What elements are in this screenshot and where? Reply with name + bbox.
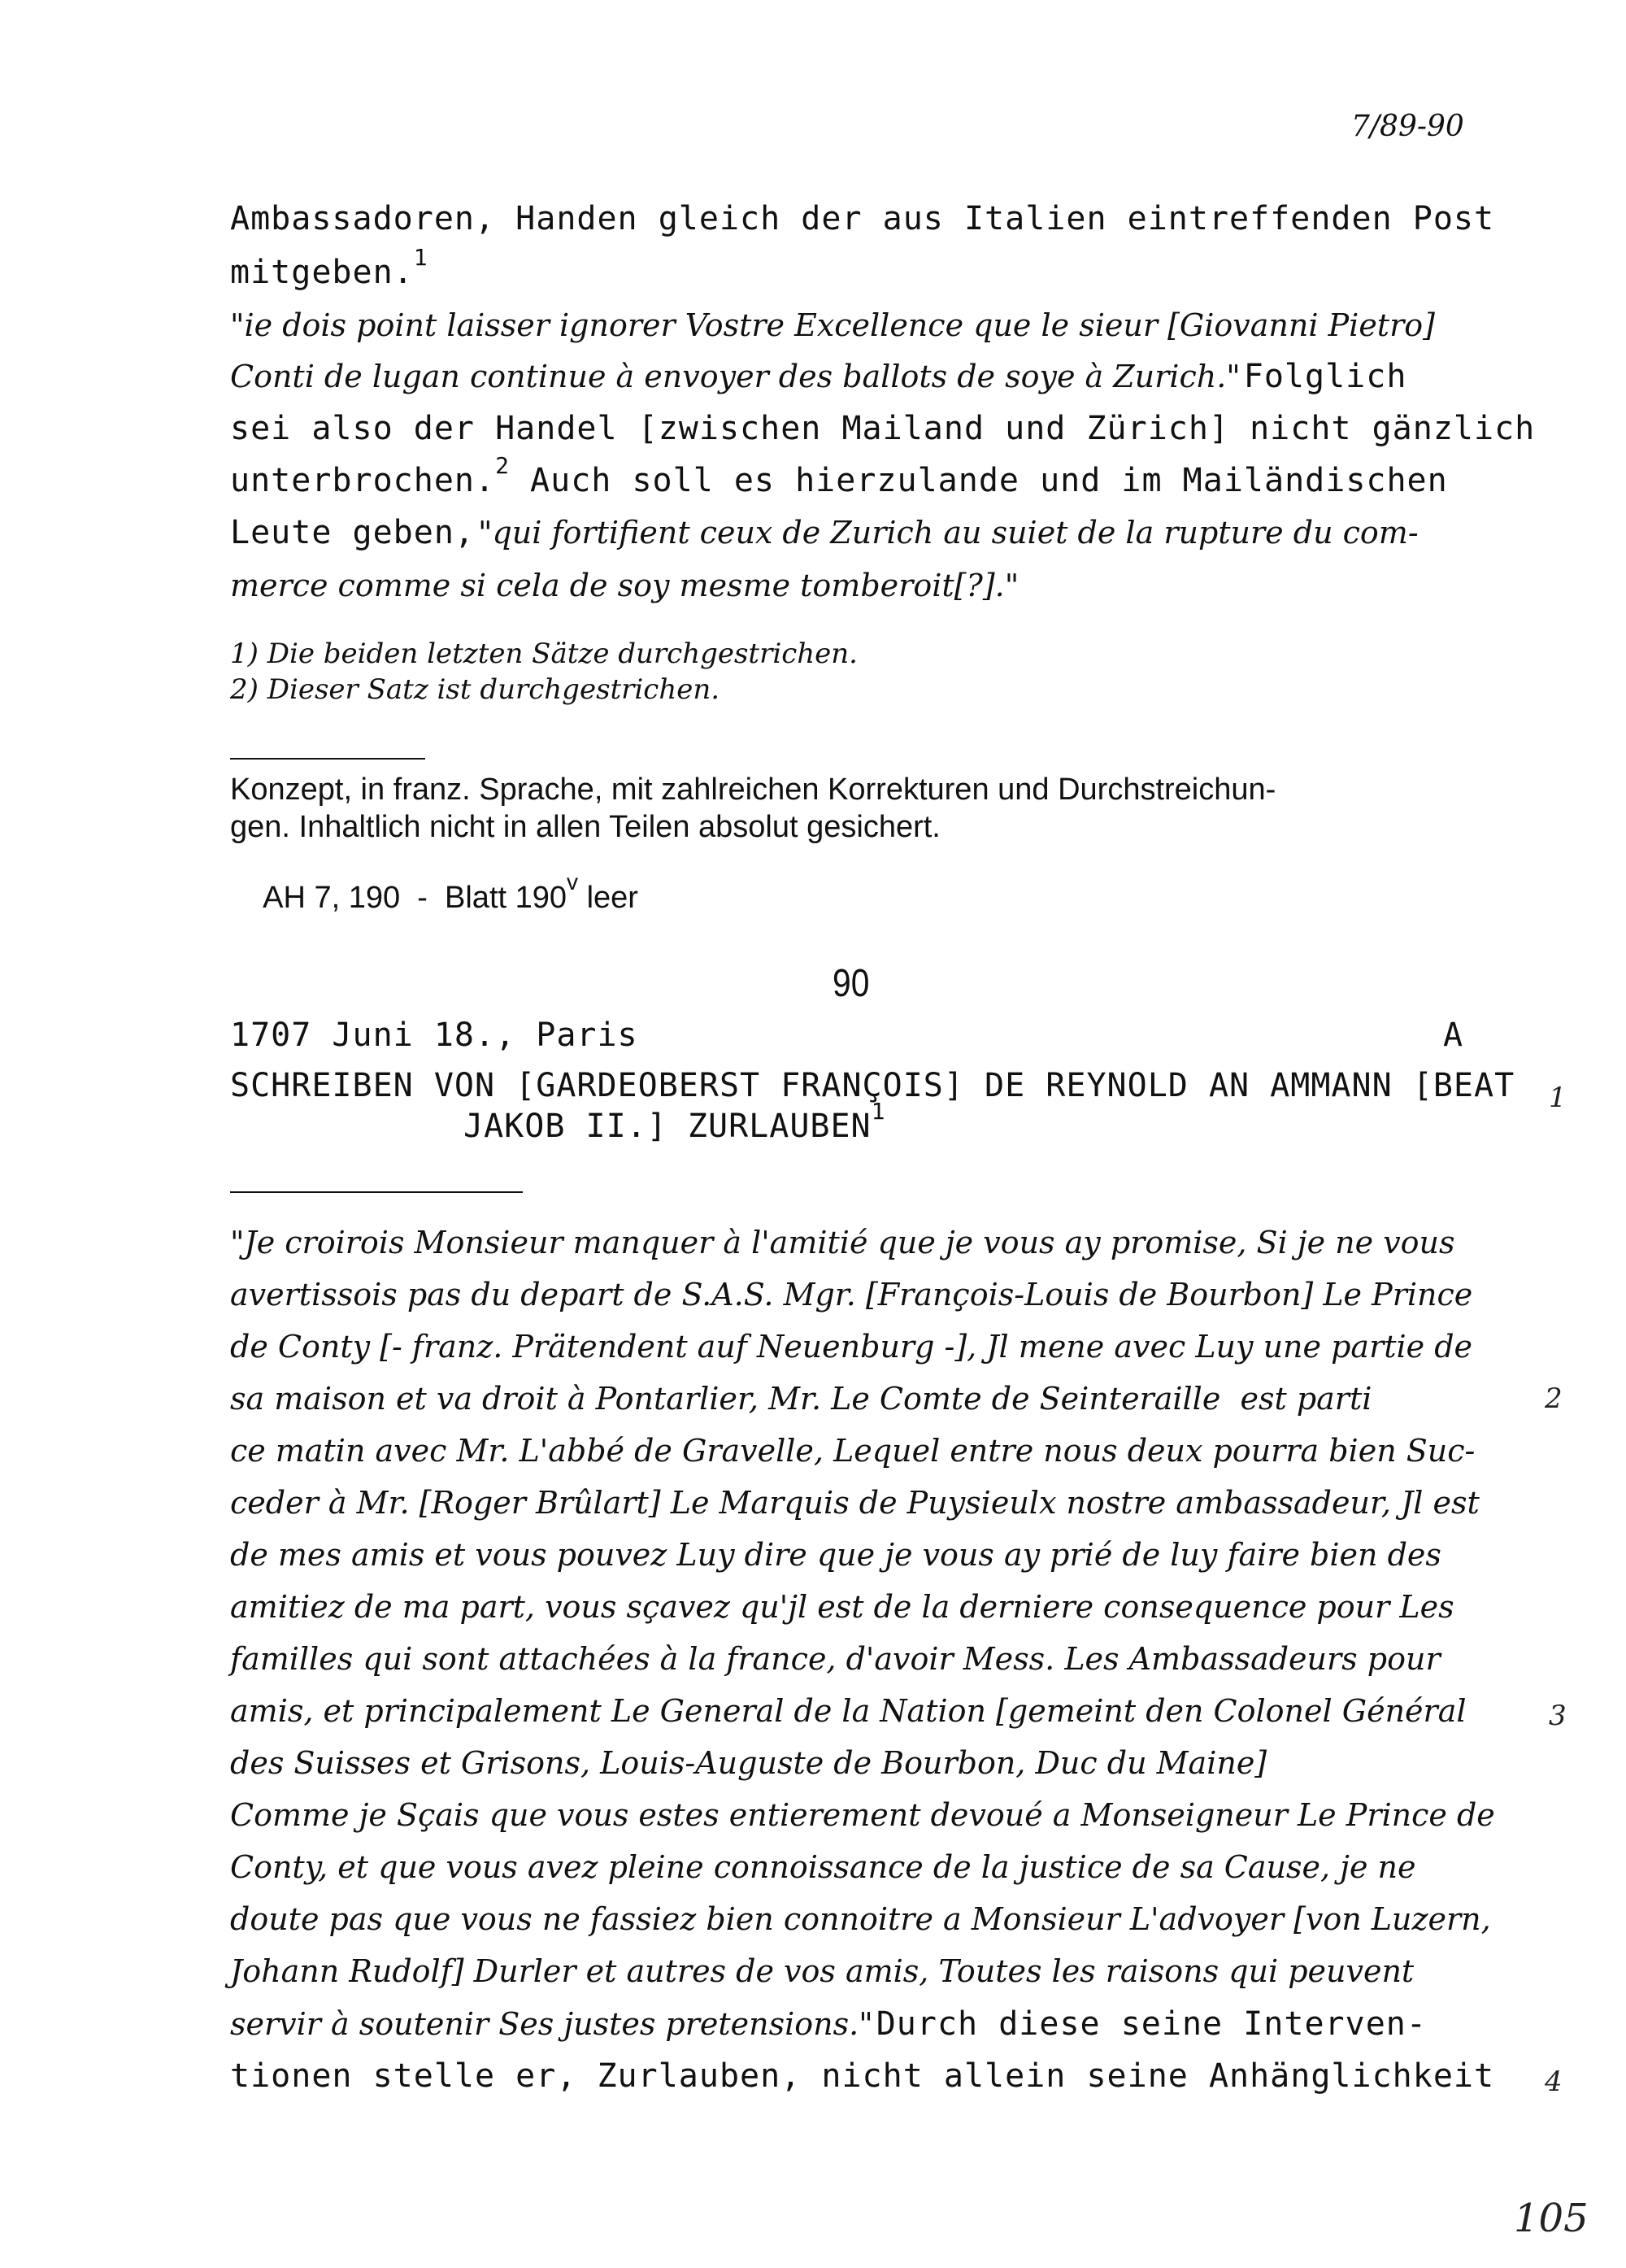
document-number: 90 — [833, 962, 870, 1005]
document-title: SCHREIBEN VON [GARDEOBERST FRANÇOIS] DE REYNOLD AN AMMANN [BEAT — [230, 1067, 1515, 1104]
text-line: Conti de lugan continue à envoyer des ballots de soye à Zurich." Folglich — [230, 358, 1407, 395]
text-line: Ambassadoren, Handen gleich der aus Italien eintreffenden Post — [230, 200, 1495, 237]
margin-number: 2 — [1545, 1382, 1563, 1415]
body-line: servir à soutenir Ses justes pretensions." Durch diese seine Interven- — [230, 2005, 1427, 2043]
footnote-ref: 1 — [413, 244, 428, 271]
body-line: Comme je Sçais que vous estes entierement devoué a Monseigneur Le Prince de — [230, 1797, 1495, 1833]
body-line: amis, et principalement Le General de la Nation [gemeint den Colonel Général — [230, 1693, 1467, 1729]
document-type: A — [1443, 1016, 1464, 1054]
margin-number: 3 — [1549, 1700, 1567, 1732]
body-line: des Suisses et Grisons, Louis-Auguste de Bourbon, Duc du Maine] — [230, 1745, 1267, 1781]
divider — [230, 758, 425, 760]
body-line: ceder à Mr. [Roger Brûlart] Le Marquis de Puysieulx nostre ambassadeur, Jl est — [230, 1485, 1480, 1521]
body-line: sa maison et va droit à Pontarlier, Mr. Le Comte de Seinteraille est parti — [230, 1381, 1372, 1417]
body-line: Conty, et que vous avez pleine connoissance de la justice de sa Cause, je ne — [230, 1849, 1416, 1885]
divider — [230, 1191, 523, 1193]
page-reference: 7/89-90 — [1351, 110, 1464, 143]
footnote-ref: 2 — [495, 452, 510, 479]
footnote-2: 2) Dieser Satz ist durchgestrichen. — [230, 673, 720, 706]
body-line: familles qui sont attachées à la france, d'avoir Mess. Les Ambassadeurs pour — [230, 1641, 1441, 1677]
source-note: gen. Inhaltlich nicht in allen Teilen absolut gesichert. — [230, 810, 941, 844]
body-line: amitiez de ma part, vous sçavez qu'jl est de la derniere consequence pour Les — [230, 1589, 1454, 1625]
body-line: "Je croirois Monsieur manquer à l'amitié que je vous ay promise, Si je ne vous — [230, 1225, 1455, 1260]
footnote-1: 1) Die beiden letzten Sätze durchgestrichen. — [230, 638, 858, 670]
folio-number: 105 — [1514, 2196, 1589, 2241]
quote-line: merce comme si cela de soy mesme tomberoit[?]." — [230, 568, 1020, 603]
text-line: sei also der Handel [zwischen Mailand und Zürich] nicht gänzlich — [230, 410, 1536, 447]
margin-number: 4 — [1545, 2066, 1563, 2098]
document-title: JAKOB II.] ZURLAUBEN$^1$ — [463, 1098, 886, 1145]
quote-line: "ie dois point laisser ignorer Vostre Excellence que le sieur [Giovanni Pietro] — [230, 307, 1435, 343]
text-line: unterbrochen.$^2$ Auch soll es hierzulande und im Mailändischen — [230, 452, 1448, 499]
source-note: AH 7, 190 - Blatt 190$^v$ leer — [263, 869, 638, 915]
date-place: 1707 Juni 18., Paris — [230, 1016, 638, 1054]
body-line: tionen stelle er, Zurlauben, nicht allein seine Anhänglichkeit — [230, 2057, 1495, 2095]
margin-number: 1 — [1549, 1082, 1567, 1114]
footnote-ref: 1 — [871, 1098, 886, 1125]
text-line: mitgeben.$^1$ — [230, 244, 428, 291]
body-line: ce matin avec Mr. L'abbé de Gravelle, Lequel entre nous deux pourra bien Suc- — [230, 1433, 1476, 1469]
body-line: Johann Rudolf] Durler et autres de vos amis, Toutes les raisons qui peuvent — [230, 1953, 1415, 1989]
body-line: de mes amis et vous pouvez Luy dire que je vous ay prié de luy faire bien des — [230, 1537, 1441, 1573]
body-line: doute pas que vous ne fassiez bien connoitre a Monsieur L'advoyer [von Luzern, — [230, 1901, 1491, 1937]
body-line: avertissois pas du depart de S.A.S. Mgr. [François-Louis de Bourbon] Le Prince — [230, 1277, 1473, 1312]
text-line: Leute geben, "qui fortifient ceux de Zurich au suiet de la rupture du com- — [230, 514, 1419, 551]
source-note: Konzept, in franz. Sprache, mit zahlreichen Korrekturen und Durchstreichun- — [230, 773, 1276, 807]
body-line: de Conty [- franz. Prätendent auf Neuenburg -], Jl mene avec Luy une partie de — [230, 1329, 1473, 1365]
